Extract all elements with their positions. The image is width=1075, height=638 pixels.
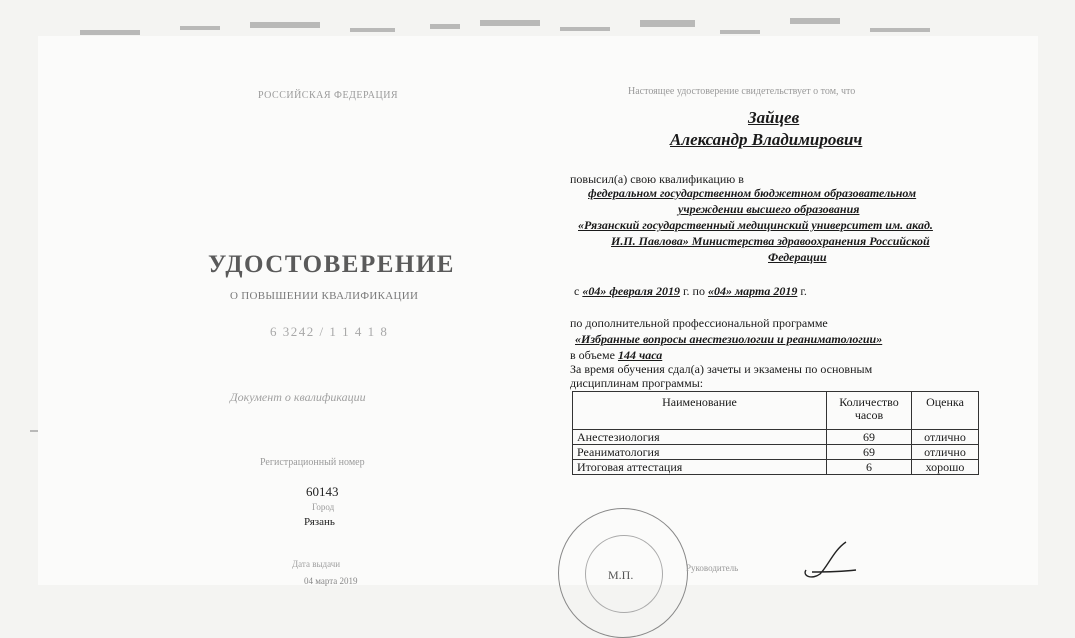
disciplines-table — [572, 391, 979, 475]
institution-line-2: учреждении высшего образования — [678, 202, 860, 216]
document-type: Документ о квалификации — [230, 390, 366, 404]
program-volume — [570, 348, 662, 363]
row-grade: хорошо — [912, 460, 979, 475]
holder-surname: Зайцев — [748, 108, 800, 127]
holder-given-names: Александр Владимирович — [670, 130, 863, 149]
period-middle: г. по — [682, 284, 705, 298]
program-name: «Избранные вопросы анестезиологии и реаниматологии» — [575, 332, 883, 346]
row-grade: отлично — [912, 445, 979, 460]
certificate-document — [38, 36, 1038, 585]
institution-line-1: федеральном государственном бюджетном образовательном — [588, 186, 917, 200]
exams-line-1: За время обучения сдал(а) зачеты и экзамены по основным — [570, 362, 873, 376]
qualification-line: повысил(а) свою квалификацию в — [570, 172, 744, 186]
city-value: Рязань — [304, 516, 335, 528]
signature-icon — [798, 536, 858, 581]
row-name: Анестезиология — [573, 430, 827, 445]
row-name: Реаниматология — [573, 445, 827, 460]
training-period — [574, 284, 807, 299]
document-subtitle: О ПОВЫШЕНИИ КВАЛИФИКАЦИИ — [230, 290, 419, 302]
seal-label: М.П. — [608, 568, 634, 582]
registration-number: 60143 — [306, 484, 339, 499]
volume-prefix: в объеме — [570, 348, 615, 362]
period-prefix: с — [574, 284, 580, 298]
institution-line-4: И.П. Павлова» Министерства здравоохранения Российской — [611, 234, 930, 248]
institution-line-5: Федерации — [768, 250, 827, 264]
issue-date-value: 04 марта 2019 — [304, 576, 358, 586]
header-hours: Количество часов — [827, 392, 912, 430]
program-label: по дополнительной профессиональной программе — [570, 316, 828, 330]
row-hours: 69 — [827, 445, 912, 460]
certificate-statement: Настоящее удостоверение свидетельствует о том, что — [628, 86, 856, 97]
signature-label: Руководитель — [686, 563, 739, 573]
header-grade: Оценка — [912, 392, 979, 430]
period-suffix: г. — [800, 284, 807, 298]
city-label: Город — [312, 502, 335, 512]
issue-date-label: Дата выдачи — [292, 559, 341, 569]
period-end-date: «04» марта 2019 — [707, 284, 798, 298]
table-header-row — [573, 392, 979, 430]
row-name: Итоговая аттестация — [573, 460, 827, 475]
period-start-date: «04» февраля 2019 — [582, 284, 680, 298]
row-grade: отлично — [912, 430, 979, 445]
row-hours: 6 — [827, 460, 912, 475]
table-row — [573, 445, 979, 460]
exams-line-2: дисциплинам программы: — [570, 376, 704, 390]
document-title: УДОСТОВЕРЕНИЕ — [208, 251, 455, 278]
row-hours: 69 — [827, 430, 912, 445]
country-header: РОССИЙСКАЯ ФЕДЕРАЦИЯ — [258, 90, 399, 101]
table-row — [573, 460, 979, 475]
header-name: Наименование — [573, 392, 827, 430]
volume-value: 144 часа — [617, 348, 663, 362]
document-number: 6 3242 / 1 1 4 1 8 — [270, 324, 389, 339]
table-row — [573, 430, 979, 445]
institution-line-3: «Рязанский государственный медицинский университет им. акад. — [578, 218, 933, 232]
registration-number-label: Регистрационный номер — [260, 457, 365, 468]
